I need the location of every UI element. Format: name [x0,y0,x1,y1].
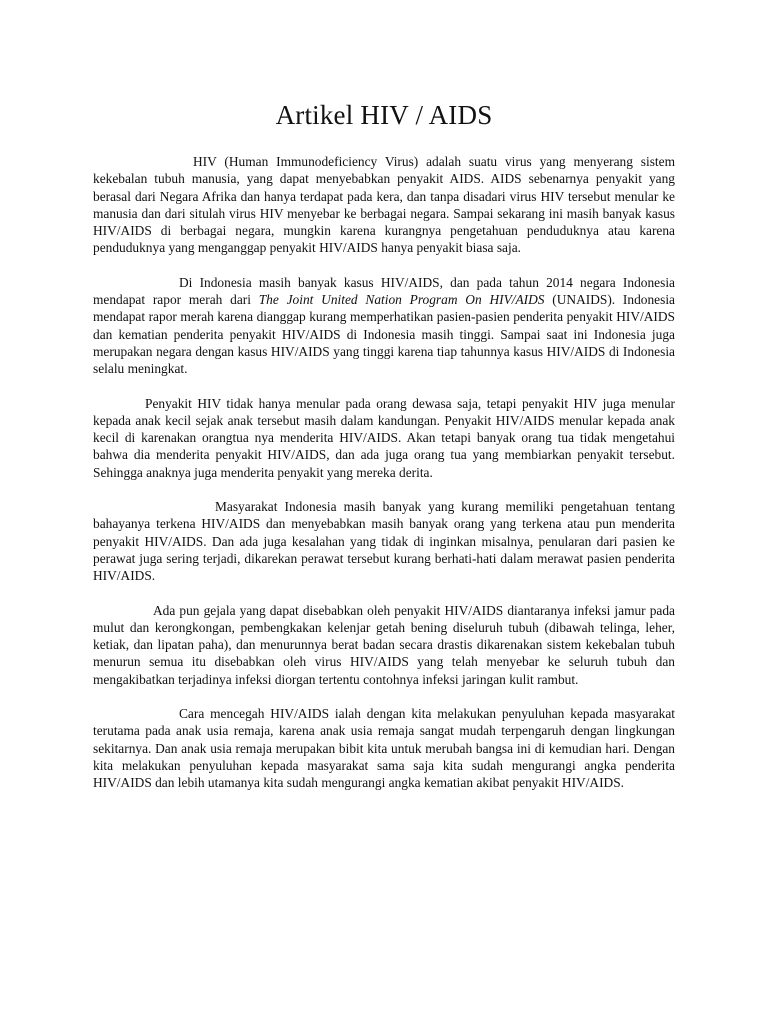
document-page [93,100,675,809]
article-title: Artikel HIV / AIDS [275,100,493,130]
paragraph-2-text-after: (UNAIDS). Indonesia mendapat rapor merah karena dianggap kurang memperhatikan pasien-pasien penderita penyakit HIV/AIDS dan kematian penderita penyakit HIV/AIDS di Indonesia masih tinggi. Sampai saat ini Indonesia juga merupakan negara dengan kasus HIV/AIDS yang tinggi karena tiap tahunnya kasus HIV/AIDS di Indonesia selalu meningkat. [93,292,675,377]
paragraph-2-text-before: Di Indonesia masih banyak kasus HIV/AIDS, dan pada tahun 2014 negara Indonesia mendapat rapor merah dari [93,274,675,308]
paragraph-5 [93,602,675,688]
paragraph-4-text: Masyarakat Indonesia masih banyak yang kurang memiliki pengetahuan tentang bahayanya terkena HIV/AIDS dan menyebabkan masih banyak orang yang terkena atau pun menderita penyakit HIV/AIDS. Dan ada juga kesalahan yang tidak di inginkan misalnya, penularan dari pasien ke perawat juga sering terjadi, dikarekan perawat tersebut kurang berhati-hati dalam merawat pasien penderita HIV/AIDS. [93,499,675,584]
paragraph-1-text: HIV (Human Immunodeficiency Virus) adalah suatu virus yang menyerang sistem kekebalan tubuh manusia, yang dapat menyebabkan penyakit AIDS. AIDS sebenarnya penyakit yang berasal dari Negara Afrika dan hanya terdapat pada kera, dan tanpa disadari virus HIV tersebut menular ke manusia dan dari situlah virus HIV menyebar ke berbagai negara. Sampai sekarang ini masih banyak kasus HIV/AIDS di berbagai negara, mungkin karena kurangnya pengetahuan penduduknya atau karena penduduknya yang menganggap penyakit HIV/AIDS hanya penyakit biasa saja. [93,154,675,256]
paragraph-1 [93,153,675,257]
paragraph-6-text: Cara mencegah HIV/AIDS ialah dengan kita melakukan penyuluhan kepada masyarakat terutama pada anak usia remaja, karena anak usia remaja sangat mudah terpengaruh dengan lingkungan sekitarnya. Dan anak usia remaja merupakan bibit kita untuk merubah bangsa ini di kemudian hari. Dengan kita melakukan penyuluhan kepada masyarakat sama saja kita sudah mengurangi angka penderita HIV/AIDS dan lebih utamanya kita sudah mengurangi angka kematian akibat penyakit HIV/AIDS. [93,706,675,791]
paragraph-4 [93,498,675,584]
paragraph-2 [93,274,675,378]
paragraph-6 [93,705,675,791]
paragraph-3 [93,395,675,481]
paragraph-2-italic-organization: The Joint United Nation Program On HIV/AIDS [258,292,545,308]
paragraph-5-text: Ada pun gejala yang dapat disebabkan oleh penyakit HIV/AIDS diantaranya infeksi jamur pada mulut dan kerongkongan, pembengkakan kelenjar getah bening diseluruh tubuh (dibawah telinga, leher, ketiak, dan lipatan paha), dan menurunnya berat badan secara drastis dikarenakan sistem kekebalan tubuh menurun semua itu disebabkan oleh virus HIV/AIDS yang telah menyebar ke seluruh tubuh dan mengakibatkan terjadinya infeksi diorgan tertentu contohnya infeksi jaringan kulit rambut. [93,602,675,687]
paragraph-3-text: Penyakit HIV tidak hanya menular pada orang dewasa saja, tetapi penyakit HIV juga menular kepada anak kecil sejak anak tersebut masih dalam kandungan. Penyakit HIV/AIDS menular kepada anak kecil di karenakan orangtua nya menderita HIV/AIDS. Akan tetapi banyak orang tua tidak mengetahui bahwa dia menderita penyakit HIV/AIDS, dan ada juga orang tua yang membiarkan penyakit tersebut. Sehingga anaknya juga menderita penyakit yang mereka derita. [93,395,675,480]
